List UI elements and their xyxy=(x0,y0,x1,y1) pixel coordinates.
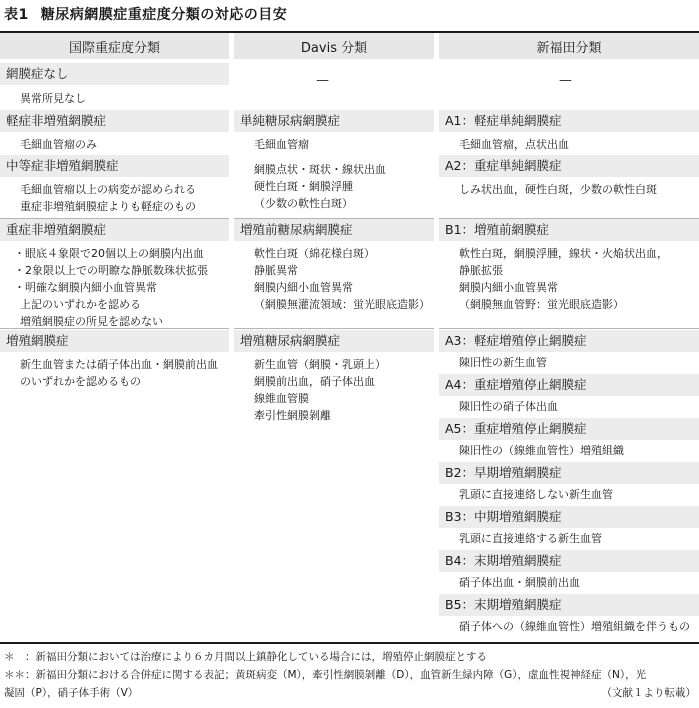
class-detail: 硝子体出血・網膜前出血 xyxy=(459,576,580,589)
class-block xyxy=(439,155,699,198)
class-detail: 静脈拡張 xyxy=(459,264,503,277)
class-block xyxy=(0,330,229,390)
class-block xyxy=(439,418,699,459)
table-title: 糖尿病網膜症重症度分類の対応の目安 xyxy=(40,7,288,23)
class-detail: 牽引性網膜剝離 xyxy=(254,409,331,422)
class-detail: 陳旧性の新生血管 xyxy=(459,356,547,369)
footnotes xyxy=(4,648,696,702)
class-detail: （少数の軟性白斑） xyxy=(254,197,353,210)
column-davis xyxy=(234,59,434,642)
class-block xyxy=(0,155,229,215)
class-heading: 軽症非増殖網膜症 xyxy=(0,110,229,132)
class-detail: 網膜内細小血管異常 xyxy=(254,281,353,294)
class-detail: 陳旧性の（線維血管性）増殖組織 xyxy=(459,444,624,457)
class-detail: 増殖網膜症の所見を認めない xyxy=(20,315,163,328)
class-detail: 毛細血管瘤以上の病変が認められる xyxy=(20,183,196,196)
row-divider xyxy=(0,328,229,329)
class-block xyxy=(439,550,699,591)
class-block xyxy=(439,594,699,635)
class-block xyxy=(439,219,699,313)
row-divider xyxy=(234,328,434,329)
class-detail: 静脈異常 xyxy=(254,264,298,277)
class-heading: 増殖前糖尿病網膜症 xyxy=(234,219,434,241)
class-heading: B5：末期増殖網膜症 xyxy=(439,594,699,616)
class-heading: A2：重症単純網膜症 xyxy=(439,155,699,177)
class-detail: ・2象限以上での明瞭な静脈数珠状拡張 xyxy=(14,264,208,277)
class-heading: 重症非増殖網膜症 xyxy=(0,219,229,241)
class-block xyxy=(439,330,699,371)
class-detail: （網膜無血管野：蛍光眼底造影） xyxy=(459,298,624,311)
class-heading: B1：増殖前網膜症 xyxy=(439,219,699,241)
footnote-1: ＊ ：新福田分類においては治療により６カ月間以上鎮静化している場合には，増殖停止網膜症とする xyxy=(4,651,487,663)
class-detail: 乳頭に直接連絡しない新生血管 xyxy=(459,488,613,501)
class-block xyxy=(439,110,699,153)
class-detail: 新生血管または硝子体出血・網膜前出血 xyxy=(20,358,218,371)
footnote-2: ＊＊：新福田分類における合併症に関する表記；黄斑病変（M），牽引性網膜剝離（D），血管新生緑内障（G），虚血性視神経症（N），光 xyxy=(4,669,647,681)
class-block xyxy=(439,506,699,547)
class-detail: ・明確な網膜内細小血管異常 xyxy=(14,281,157,294)
class-block xyxy=(0,63,229,107)
class-heading: A3：軽症増殖停止網膜症 xyxy=(439,330,699,352)
table-number: 表1 xyxy=(4,7,29,23)
class-block xyxy=(234,110,434,212)
class-heading: A4：重症増殖停止網膜症 xyxy=(439,374,699,396)
empty-dash: — xyxy=(316,73,329,88)
class-detail: （網膜無灌流領域：蛍光眼底造影） xyxy=(254,298,430,311)
class-detail: 異常所見なし xyxy=(20,92,86,105)
class-block xyxy=(439,462,699,503)
class-detail: ・眼底４象限で20個以上の網膜内出血 xyxy=(14,247,204,260)
class-detail: 硬性白斑・網膜浮腫 xyxy=(254,180,353,193)
class-detail: 毛細血管瘤 xyxy=(254,138,309,151)
class-heading: 増殖糖尿病網膜症 xyxy=(234,330,434,352)
class-block xyxy=(234,219,434,313)
class-detail: 毛細血管瘤のみ xyxy=(20,138,97,151)
class-detail: 毛細血管瘤，点状出血 xyxy=(459,138,569,151)
bottom-rule xyxy=(0,642,699,644)
class-block xyxy=(234,330,434,424)
class-block xyxy=(0,110,229,153)
class-heading: A5：重症増殖停止網膜症 xyxy=(439,418,699,440)
class-detail: 硝子体への（線維血管性）増殖組織を伴うもの xyxy=(459,620,690,633)
class-heading: A1：軽症単純網膜症 xyxy=(439,110,699,132)
class-heading: 中等症非増殖網膜症 xyxy=(0,155,229,177)
column-separator xyxy=(436,33,437,642)
class-heading: 網膜症なし xyxy=(0,63,229,85)
table-caption xyxy=(4,4,287,24)
header-international: 国際重症度分類 xyxy=(0,33,229,59)
class-block xyxy=(439,374,699,415)
class-heading: B3：中期増殖網膜症 xyxy=(439,506,699,528)
column-international xyxy=(0,59,229,642)
column-separator xyxy=(231,33,232,642)
class-detail: 軟性白斑，網膜浮腫，線状・火焔状出血， xyxy=(459,247,668,260)
class-detail: 上記のいずれかを認める xyxy=(20,298,141,311)
class-detail: 線維血管膜 xyxy=(254,392,309,405)
header-davis: Davis 分類 xyxy=(234,33,434,59)
class-detail: 陳旧性の硝子体出血 xyxy=(459,400,558,413)
class-heading: 増殖網膜症 xyxy=(0,330,229,352)
class-detail: 網膜前出血，硝子体出血 xyxy=(254,375,375,388)
header-new-fukuda: 新福田分類 xyxy=(439,33,699,59)
class-detail: 重症非増殖網膜症よりも軽症のもの xyxy=(20,200,196,213)
class-block xyxy=(0,219,229,330)
class-detail: しみ状出血，硬性白斑，少数の軟性白斑 xyxy=(459,183,657,196)
class-detail: 軟性白斑（綿花様白斑） xyxy=(254,247,375,260)
column-new-fukuda xyxy=(439,59,699,642)
class-detail: 乳頭に直接連絡する新生血管 xyxy=(459,532,602,545)
empty-dash: — xyxy=(559,73,572,88)
class-heading: 単純糖尿病網膜症 xyxy=(234,110,434,132)
class-detail: のいずれかを認めるもの xyxy=(20,375,141,388)
source-credit: （文献１より転載） xyxy=(601,687,696,699)
class-heading: B4：末期増殖網膜症 xyxy=(439,550,699,572)
footnote-2-cont: 凝固（P），硝子体手術（V） xyxy=(4,687,139,699)
class-detail: 網膜点状・斑状・線状出血 xyxy=(254,163,386,176)
class-heading: B2：早期増殖網膜症 xyxy=(439,462,699,484)
row-divider xyxy=(439,328,699,329)
class-detail: 網膜内細小血管異常 xyxy=(459,281,558,294)
class-detail: 新生血管（網膜・乳頭上） xyxy=(254,358,386,371)
